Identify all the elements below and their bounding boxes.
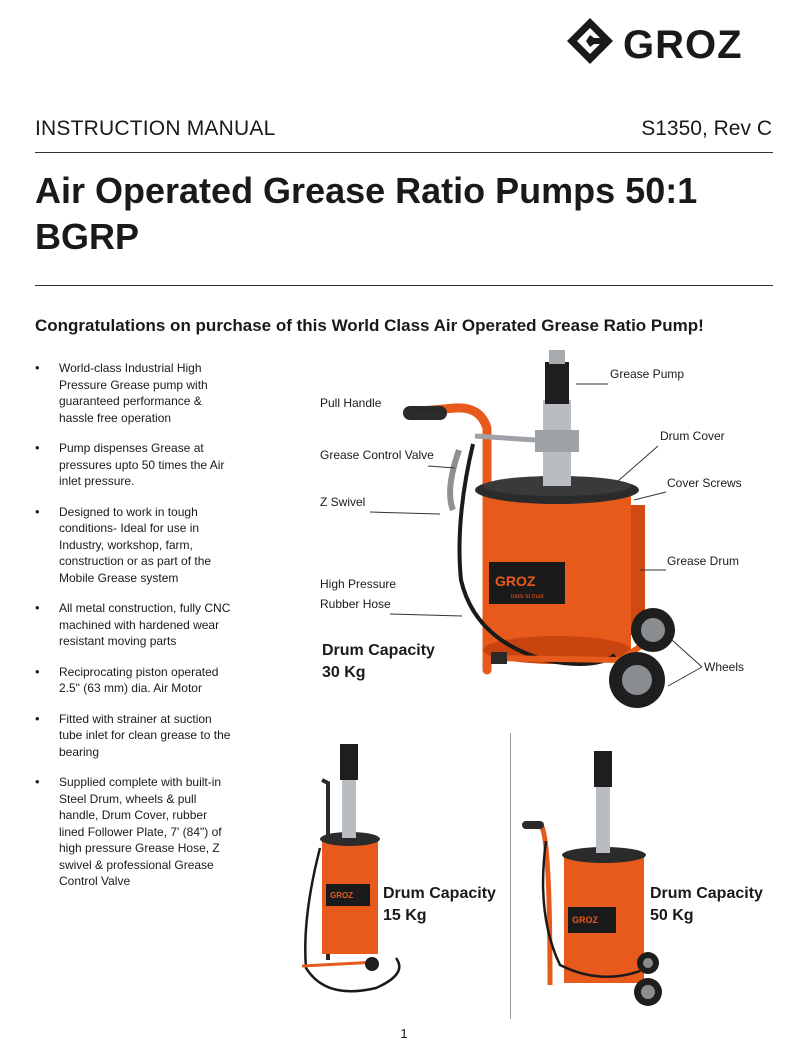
page-number: 1 — [400, 1026, 408, 1041]
revision-label: S1350, Rev C — [641, 117, 772, 140]
capacity-50kg-line2: 50 Kg — [650, 907, 694, 924]
capacity-15kg-line1: Drum Capacity — [383, 885, 496, 902]
label-rubber-hose: Rubber Hose — [320, 597, 391, 611]
pump-15kg-illustration — [296, 738, 416, 1008]
feature-item: • Pump dispenses Grease at pressures upto 50 times the Air inlet pressure. — [35, 440, 235, 490]
feature-item: • Designed to work in tough conditions- Ideal for use in Industry, workshop, farm, construction or as part of the Mobile Grease system — [35, 504, 235, 587]
label-cover-screws: Cover Screws — [667, 476, 742, 490]
label-grease-pump: Grease Pump — [610, 367, 685, 381]
capacity-30kg — [322, 640, 435, 684]
label-grease-drum: Grease Drum — [667, 554, 740, 568]
drum-label-brand: GROZ — [495, 573, 536, 589]
label-wheels: Wheels — [704, 660, 745, 674]
label-pull-handle: Pull Handle — [320, 396, 382, 410]
label-high-pressure: High Pressure — [320, 577, 397, 591]
capacity-50kg-line1: Drum Capacity — [650, 885, 763, 902]
capacity-15kg-line2: 15 Kg — [383, 907, 427, 924]
label-drum-cover: Drum Cover — [660, 429, 725, 443]
congratulations-heading: Congratulations on purchase of this World Class Air Operated Grease Ratio Pump! — [35, 316, 704, 335]
capacity-30kg-line1: Drum Capacity — [322, 642, 435, 659]
label-z-swivel: Z Swivel — [320, 495, 366, 509]
drum-label-brand: GROZ — [572, 915, 598, 925]
brand-name: GROZ — [623, 23, 743, 66]
title-line-2: BGRP — [35, 216, 140, 257]
feature-item: • All metal construction, fully CNC machined with hardened wear resistant moving parts — [35, 600, 235, 650]
manual-label: INSTRUCTION MANUAL — [35, 117, 276, 140]
feature-item: • Fitted with strainer at suction tube inlet for clean grease to the bearing — [35, 711, 235, 761]
capacity-15kg — [383, 883, 496, 927]
label-grease-control-valve: Grease Control Valve — [320, 448, 434, 462]
feature-item: • Supplied complete with built-in Steel Drum, wheels & pull handle, Drum Cover, rubber lined Follower Plate, 7' (84") of high pressure Grease Hose, Z swivel & professional Grease Control Valve — [35, 774, 235, 890]
title-line-1: Air Operated Grease Ratio Pumps 50:1 — [35, 170, 698, 211]
capacity-50kg — [650, 883, 763, 927]
drum-label-tagline: tools to trust — [511, 594, 544, 600]
vertical-divider — [510, 733, 511, 1019]
pump-50kg-illustration — [520, 745, 670, 1010]
drum-label-brand: GROZ — [330, 891, 354, 900]
feature-item: • Reciprocating piston operated 2.5" (63 mm) dia. Air Motor — [35, 664, 235, 697]
feature-item: • World-class Industrial High Pressure Grease pump with guaranteed performance & hassle free operation — [35, 360, 235, 426]
capacity-30kg-line2: 30 Kg — [322, 664, 366, 681]
